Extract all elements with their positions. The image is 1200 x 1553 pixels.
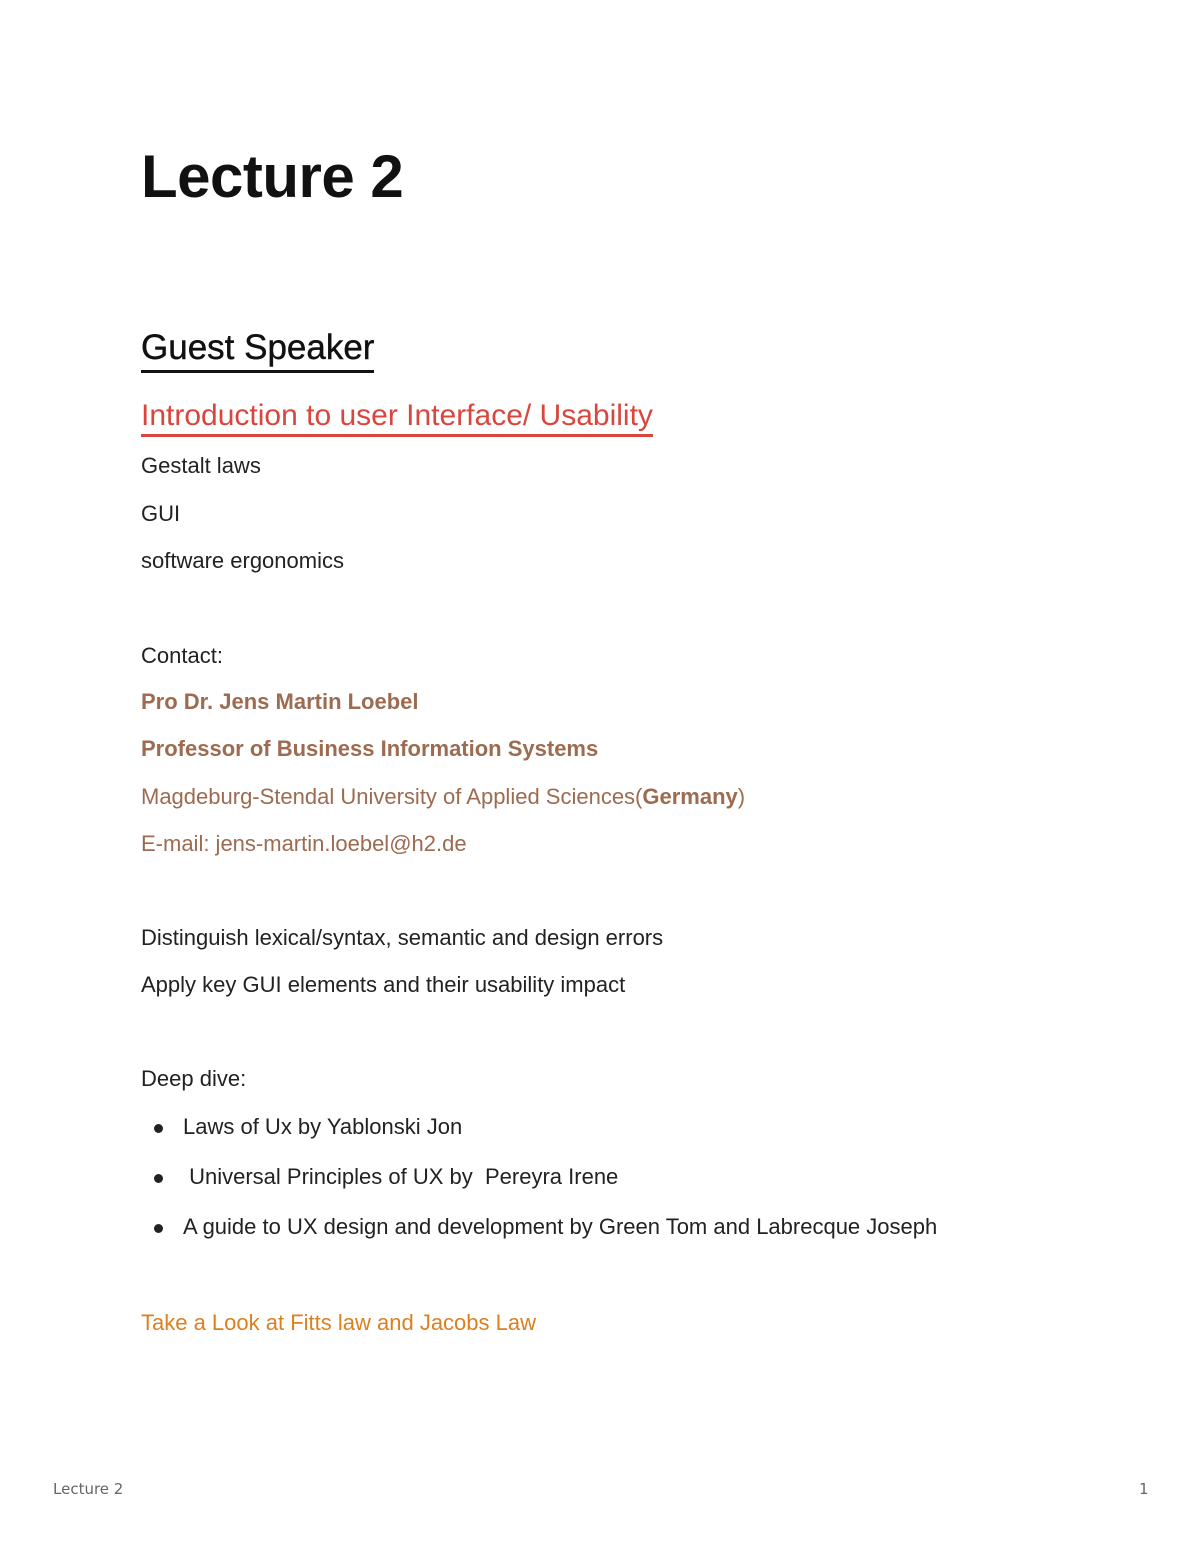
topic-software-ergonomics: software ergonomics xyxy=(141,548,344,573)
university-suffix: ) xyxy=(737,784,746,809)
topic-gestalt-laws: Gestalt laws xyxy=(141,453,261,478)
deep-dive-item: A guide to UX design and development by Green Tom and Labrecque Joseph xyxy=(183,1214,938,1239)
deep-dive-item: Universal Principles of UX by Pereyra Irene xyxy=(183,1164,619,1189)
footer-title: Lecture 2 xyxy=(53,1480,124,1498)
bullet-dot xyxy=(154,1224,163,1233)
fitts-jacobs-note: Take a Look at Fitts law and Jacobs Law xyxy=(141,1310,536,1335)
objective-gui-elements: Apply key GUI elements and their usability impact xyxy=(141,972,626,997)
bullet-dot xyxy=(154,1124,163,1133)
contact-email: E-mail: jens-martin.loebel@h2.de xyxy=(141,831,467,856)
contact-position: Professor of Business Information Systems xyxy=(141,736,599,761)
contact-name: Pro Dr. Jens Martin Loebel xyxy=(141,689,419,714)
bullet-dot xyxy=(154,1174,163,1183)
topic-gui: GUI xyxy=(141,501,181,526)
contact-label: Contact: xyxy=(141,643,223,668)
contact-university xyxy=(141,784,745,810)
page-number: 1 xyxy=(1139,1480,1149,1498)
university-name: Magdeburg-Stendal University of Applied Sciences( xyxy=(141,784,643,809)
guest-speaker-heading: Guest Speaker xyxy=(141,328,374,373)
page-title: Lecture 2 xyxy=(141,143,404,210)
university-country: Germany xyxy=(642,784,738,809)
deep-dive-label: Deep dive: xyxy=(141,1066,247,1091)
intro-heading: Introduction to user Interface/ Usability xyxy=(141,399,653,437)
deep-dive-item: Laws of Ux by Yablonski Jon xyxy=(183,1114,463,1139)
objective-errors: Distinguish lexical/syntax, semantic and design errors xyxy=(141,925,664,950)
